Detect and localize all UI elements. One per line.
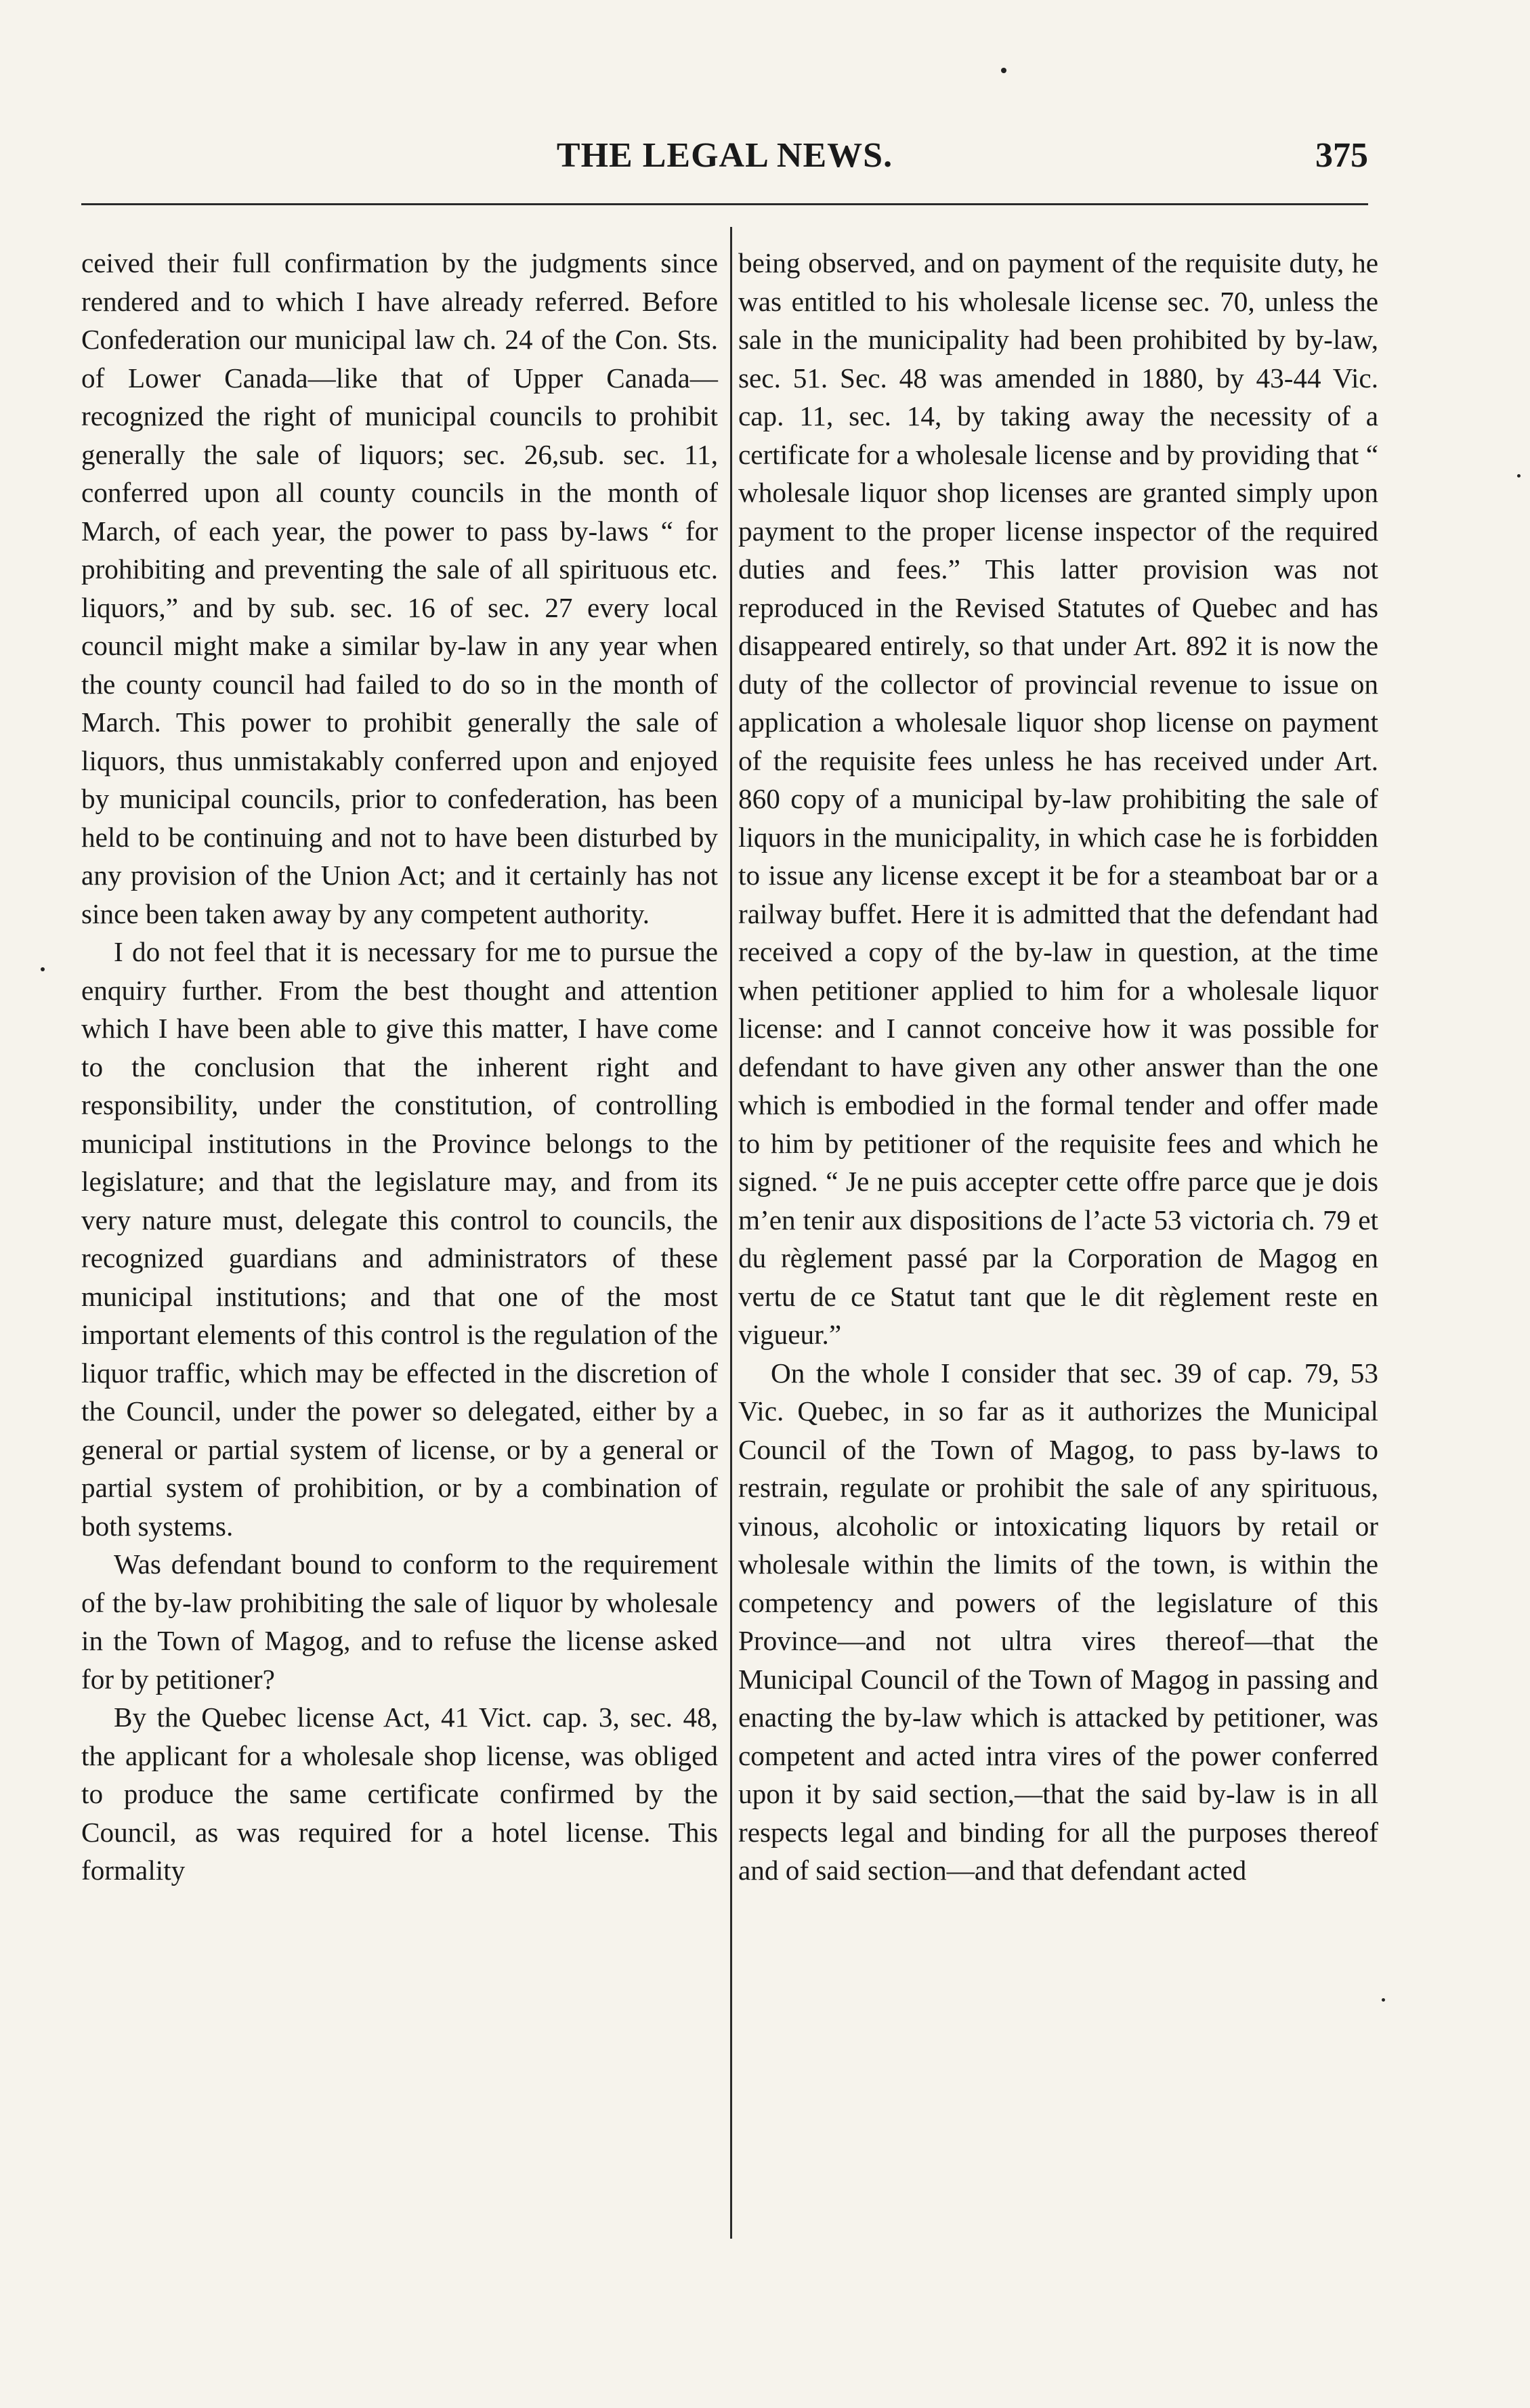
print-speck [1382,1998,1385,2002]
right-paragraph-1: being observed, and on payment of the requisite duty, he was entitled to his wholesale license sec. 70, unless the sale in the municipality had been prohibited by by-law, sec. 51. Sec. 48 was amended in 1880, by 43-44 Vic. cap. 11, sec. 14, by taking away the necessity of a certificate for a wholesale license and by providing that “ wholesale liquor shop licenses are granted simply upon payment to the proper license inspector of the required duties and fees.” This latter provision was not reproduced in the Revised Statutes of Quebec and has disappeared entirely, so that under Art. 892 it is now the duty of the collector of provincial revenue to issue on application a wholesale liquor shop license on payment of the requisite fees unless he has received under Art. 860 copy of a municipal by-law prohibiting the sale of liquors in the municipality, in which case he is forbidden to issue any license except it be for a steamboat bar or a railway buffet. Here it is admitted that the defendant had received a copy of the by-law in question, at the time when petitioner applied to him for a wholesale liquor license: and I cannot conceive how it was possible for defendant to have given any other answer than the one which is embodied in the formal tender and offer made to him by petitioner of the requisite fees and which he signed. “ Je ne puis accepter cette offre parce que je dois m’en tenir aux dispositions de l’acte 53 victoria ch. 79 et du règlement passé par la Corporation de Magog en vertu de ce Statut tant que le dit règlement reste en vigueur.” [738,247,1378,1350]
print-speck [41,967,45,971]
page-header [81,135,1368,190]
right-paragraph-2: On the whole I consider that sec. 39 of cap. 79, 53 Vic. Quebec, in so far as it authorizes the Municipal Council of the Town of Magog, to pass by-laws to restrain, regulate or prohibit the sale of any spirituous, vinous, alcoholic or intoxicating liquors by retail or wholesale within the limits of the town, is within the competency and powers of the legislature of this Province—and not ultra vires thereof—that the Municipal Council of the Town of Magog in passing and enacting the by-law which is attacked by petitioner, was competent and acted intra vires of the power conferred upon it by said section,—that the said by-law is in all respects legal and binding for all the purposes thereof and of said section—and that defendant acted [738,1357,1378,1886]
left-paragraph-4: By the Quebec license Act, 41 Vict. cap. 3, sec. 48, the applicant for a wholesale shop license, was obliged to produce the same certificate confirmed by the Council, as was required for a hotel license. This formality [81,1702,718,1886]
left-paragraph-2: I do not feel that it is necessary for me to pursue the enquiry further. From the best thought and attention which I have been able to give this matter, I have come to the conclusion that the inherent right and responsibility, under the constitution, of controlling municipal institutions in the Province belongs to the legislature; and that the legislature may, and from its very nature must, delegate this control to councils, the recognized guardians and administrators of these municipal institutions; and that one of the most important elements of this control is the regulation of the liquor traffic, which may be effected in the discretion of the Council, under the power so delegated, either by a general or partial system of license, or by a general or partial system of prohibition, or by a combination of both systems. [81,936,718,1542]
column-divider [730,227,732,2239]
left-column [81,244,718,1890]
print-speck [1001,68,1006,73]
print-speck [1517,474,1521,478]
right-column [738,244,1378,1890]
page-number: 375 [1315,136,1368,175]
header-rule [81,203,1368,205]
left-paragraph-3: Was defendant bound to conform to the requirement of the by-law prohibiting the sale of liquor by wholesale in the Town of Magog, and to refuse the license asked for by petitioner? [81,1548,718,1695]
left-paragraph-1: ceived their full confirmation by the judgments since rendered and to which I have already referred. Before Confederation our municipal law ch. 24 of the Con. Sts. of Lower Canada—like that of Upper Canada—recognized the right of municipal councils to prohibit generally the sale of liquors; sec. 26,sub. sec. 11, conferred upon all county councils in the month of March, of each year, the power to pass by-laws “ for prohibiting and preventing the sale of all spirituous etc. liquors,” and by sub. sec. 16 of sec. 27 every local council might make a similar by-law in any year when the county council had failed to do so in the month of March. This power to prohibit generally the sale of liquors, thus unmistakably conferred upon and enjoyed by municipal councils, prior to confederation, has been held to be continuing and not to have been disturbed by any provision of the Union Act; and it certainly has not since been taken away by any competent authority. [81,247,718,929]
running-title: THE LEGAL NEWS. [556,136,893,175]
